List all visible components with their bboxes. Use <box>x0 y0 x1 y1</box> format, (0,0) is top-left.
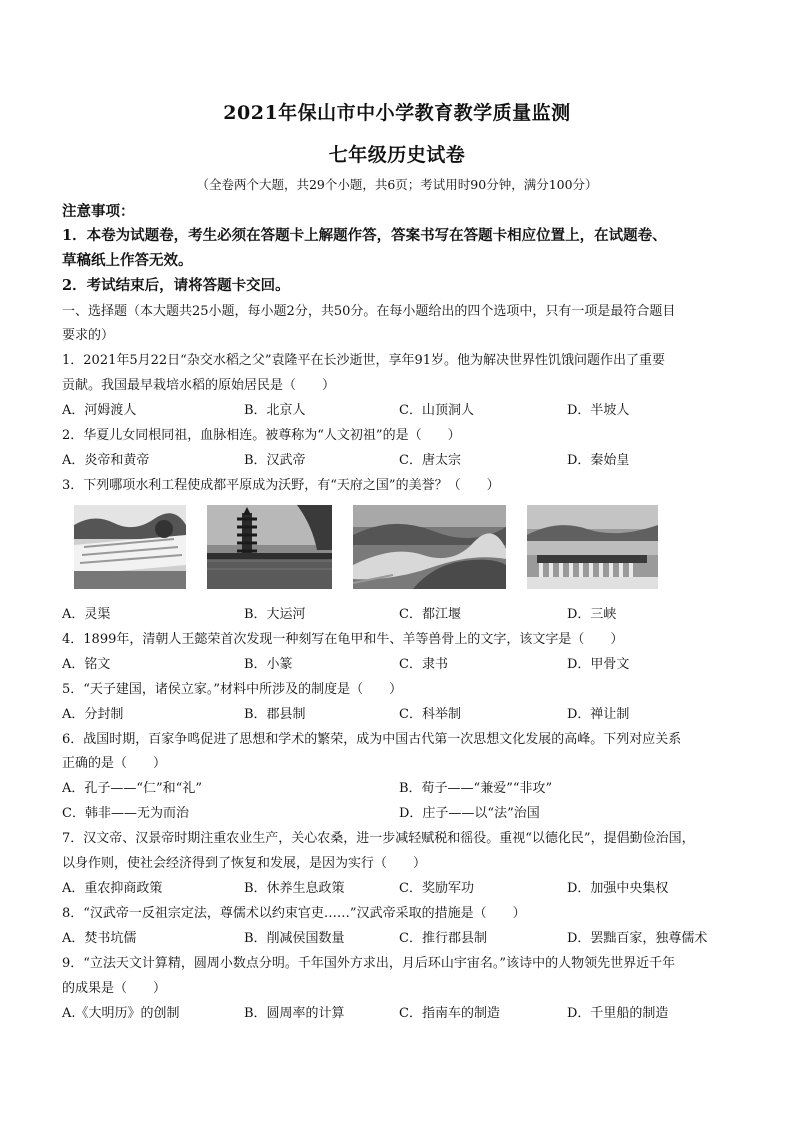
notes-item2: 2．考试结束后，请将答题卡交回。 <box>62 277 290 294</box>
question-9-option-c: C．指南车的制造 <box>399 1006 500 1021</box>
question-7-option-b: B．休养生息政策 <box>244 881 345 896</box>
question-9-stem-line2: 的成果是（ ） <box>62 981 167 996</box>
question-6-option-d: D．庄子——以“法”治国 <box>399 806 540 821</box>
question-8-option-c: C．推行郡县制 <box>399 931 487 946</box>
question-1-stem-line2: 贡献。我国最早栽培水稻的原始居民是（ ） <box>62 378 336 393</box>
question-5-option-c: C．科举制 <box>399 707 461 722</box>
question-2-option-d: D．秦始皇 <box>567 453 630 468</box>
section-instructions-line1: 一、选择题（本大题共25小题，每小题2分，共50分。在每小题给出的四个选项中，只有一项是最符合题目 <box>62 304 676 319</box>
question-2-option-b: B．汉武帝 <box>244 453 306 468</box>
question-7-stem-line2: 以身作则，使社会经济得到了恢复和发展，是因为实行（ ） <box>62 856 427 871</box>
notes-item1-line2: 草稿纸上作答无效。 <box>62 252 193 269</box>
photo-lingqu <box>74 505 186 589</box>
question-8-option-b: B．削减侯国数量 <box>244 931 345 946</box>
question-1-stem-line1: 1．2021年5月22日“杂交水稻之父”袁隆平在长沙逝世，享年91岁。他为解决世界性饥饿问题作出了重要 <box>62 353 666 368</box>
question-4-option-a: A．铭文 <box>62 657 111 672</box>
question-8-option-a: A．焚书坑儒 <box>62 931 137 946</box>
photo-three-gorges <box>527 505 658 589</box>
question-6-option-c: C．韩非——无为而治 <box>62 806 189 821</box>
question-4-option-d: D．甲骨文 <box>567 657 630 672</box>
question-8-stem: 8．“汉武帝一反祖宗定法，尊儒术以约束官吏……”汉武帝采取的措施是（ ） <box>62 906 526 921</box>
question-9-option-b: B．圆周率的计算 <box>244 1006 345 1021</box>
question-9-option-a: A.《大明历》的创制 <box>62 1006 180 1021</box>
notes-heading: 注意事项： <box>62 203 135 220</box>
question-3-stem: 3．下列哪项水利工程使成都平原成为沃野，有“天府之国”的美誉？（ ） <box>62 478 500 493</box>
question-1-option-d: D．半坡人 <box>567 403 630 418</box>
question-6-option-b: B．荀子——“兼爱”“非攻” <box>399 781 553 796</box>
exam-title: 2021年保山市中小学教育教学质量监测 <box>223 102 571 124</box>
question-1-option-b: B．北京人 <box>244 403 306 418</box>
question-5-option-a: A．分封制 <box>62 707 124 722</box>
question-7-option-d: D．加强中央集权 <box>567 881 669 896</box>
photo-grand-canal <box>207 505 332 589</box>
question-2-option-c: C．唐太宗 <box>399 453 461 468</box>
question-9-option-d: D．千里船的制造 <box>567 1006 669 1021</box>
exam-subtitle: 七年级历史试卷 <box>328 144 466 166</box>
question-4-stem: 4．1899年，清朝人王懿荣首次发现一种刻写在龟甲和牛、羊等兽骨上的文字，该文字是（ ） <box>62 632 624 647</box>
question-3-option-a: A．灵渠 <box>62 607 111 622</box>
notes-item1-line1: 1．本卷为试题卷，考生必须在答题卡上解题作答，答案书写在答题卡相应位置上，在试题卷、 <box>62 227 667 244</box>
exam-info: （全卷两个大题，共29个小题，共6页；考试用时90分钟，满分100分） <box>196 177 598 192</box>
photo-dujiangyan <box>353 505 506 589</box>
question-5-option-b: B．郡县制 <box>244 707 306 722</box>
question-8-option-d: D．罢黜百家，独尊儒术 <box>567 931 708 946</box>
question-4-option-c: C．隶书 <box>399 657 448 672</box>
question-7-stem-line1: 7．汉文帝、汉景帝时期注重农业生产，关心农桑，进一步减轻赋税和徭役。重视“以德化民”，提倡勤俭治国， <box>62 831 695 846</box>
question-1-option-a: A．河姆渡人 <box>62 403 137 418</box>
question-6-option-a: A．孔子——“仁”和“礼” <box>62 781 202 796</box>
question-3-option-c: C．都江堰 <box>399 607 461 622</box>
question-3-option-d: D．三峡 <box>567 607 617 622</box>
question-3-option-b: B．大运河 <box>244 607 306 622</box>
question-6-stem-line1: 6．战国时期，百家争鸣促进了思想和学术的繁荣，成为中国古代第一次思想文化发展的高峰。下列对应关系 <box>62 732 682 747</box>
question-7-option-a: A．重农抑商政策 <box>62 881 163 896</box>
question-9-stem-line1: 9．“立法天文计算精，圆周小数点分明。千年国外方求出，月后环山宇宙名。”该诗中的人物领先世界近千年 <box>62 956 676 971</box>
question-4-option-b: B．小篆 <box>244 657 293 672</box>
question-2-stem: 2．华夏儿女同根同祖，血脉相连。被尊称为“人文初祖”的是（ ） <box>62 428 461 443</box>
question-5-option-d: D．禅让制 <box>567 707 630 722</box>
question-1-option-c: C．山顶洞人 <box>399 403 474 418</box>
question-7-option-c: C．奖励军功 <box>399 881 474 896</box>
section-instructions-line2: 要求的） <box>62 328 115 343</box>
question-5-stem: 5．“天子建国，诸侯立家。”材料中所涉及的制度是（ ） <box>62 682 403 697</box>
question-2-option-a: A．炎帝和黄帝 <box>62 453 150 468</box>
question-6-stem-line2: 正确的是（ ） <box>62 756 167 771</box>
